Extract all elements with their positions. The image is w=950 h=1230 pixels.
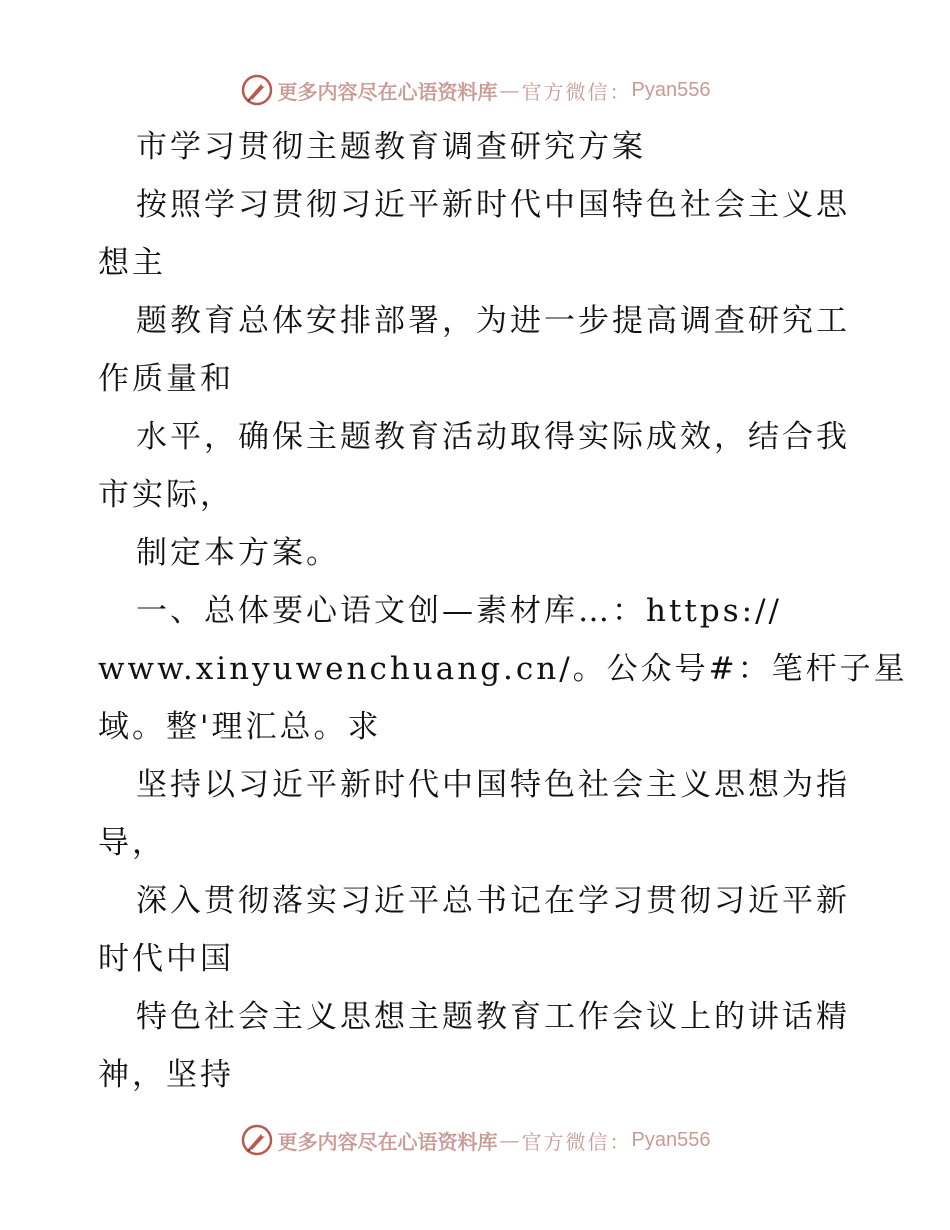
paragraph-line: 时代中国 xyxy=(98,941,234,977)
paragraph-line: 深入贯彻落实习近平总书记在学习贯彻习近平新 xyxy=(136,883,850,919)
header-banner xyxy=(0,70,950,110)
paragraph-line: 域。整'理汇总。求 xyxy=(98,709,382,745)
paragraph-line: 坚持以习近平新时代中国特色社会主义思想为指 xyxy=(136,767,850,803)
banner-dash: — xyxy=(499,78,520,102)
paragraph-line: 想主 xyxy=(98,245,166,281)
url-line: www.xinyuwenchuang.cn/。公众号#：笔杆子星 xyxy=(98,651,908,687)
banner-wechat-id: Pyan556 xyxy=(631,1128,711,1151)
document-body xyxy=(98,118,908,1104)
paragraph-line: 按照学习贯彻习近平新时代中国特色社会主义思 xyxy=(136,187,850,223)
banner-label: 官方微信： xyxy=(521,1129,632,1154)
banner-dash: — xyxy=(499,1128,520,1152)
doc-title: 市学习贯彻主题教育调查研究方案 xyxy=(136,129,646,165)
paragraph-line: 制定本方案。 xyxy=(136,535,340,571)
paragraph-line: 题教育总体安排部署，为进一步提高调查研究工 xyxy=(136,303,850,339)
banner-text: 更多内容尽在心语资料库 xyxy=(277,79,498,104)
banner-wechat-id: Pyan556 xyxy=(631,78,711,101)
paragraph-line: 特色社会主义思想主题教育工作会议上的讲话精 xyxy=(136,999,850,1035)
pen-logo-icon xyxy=(240,73,274,107)
section-heading-line: 一、总体要心语文创—素材库…：https:// xyxy=(136,593,782,629)
footer-banner xyxy=(0,1120,950,1160)
paragraph-line: 导， xyxy=(98,825,166,861)
paragraph-line: 水平，确保主题教育活动取得实际成效，结合我 xyxy=(136,419,850,455)
paragraph-line: 作质量和 xyxy=(98,361,234,397)
paragraph-line: 神，坚持 xyxy=(98,1057,234,1093)
pen-logo-icon xyxy=(240,1123,274,1157)
banner-text: 更多内容尽在心语资料库 xyxy=(277,1129,498,1154)
banner-label: 官方微信： xyxy=(521,79,632,104)
paragraph-line: 市实际， xyxy=(98,477,234,513)
